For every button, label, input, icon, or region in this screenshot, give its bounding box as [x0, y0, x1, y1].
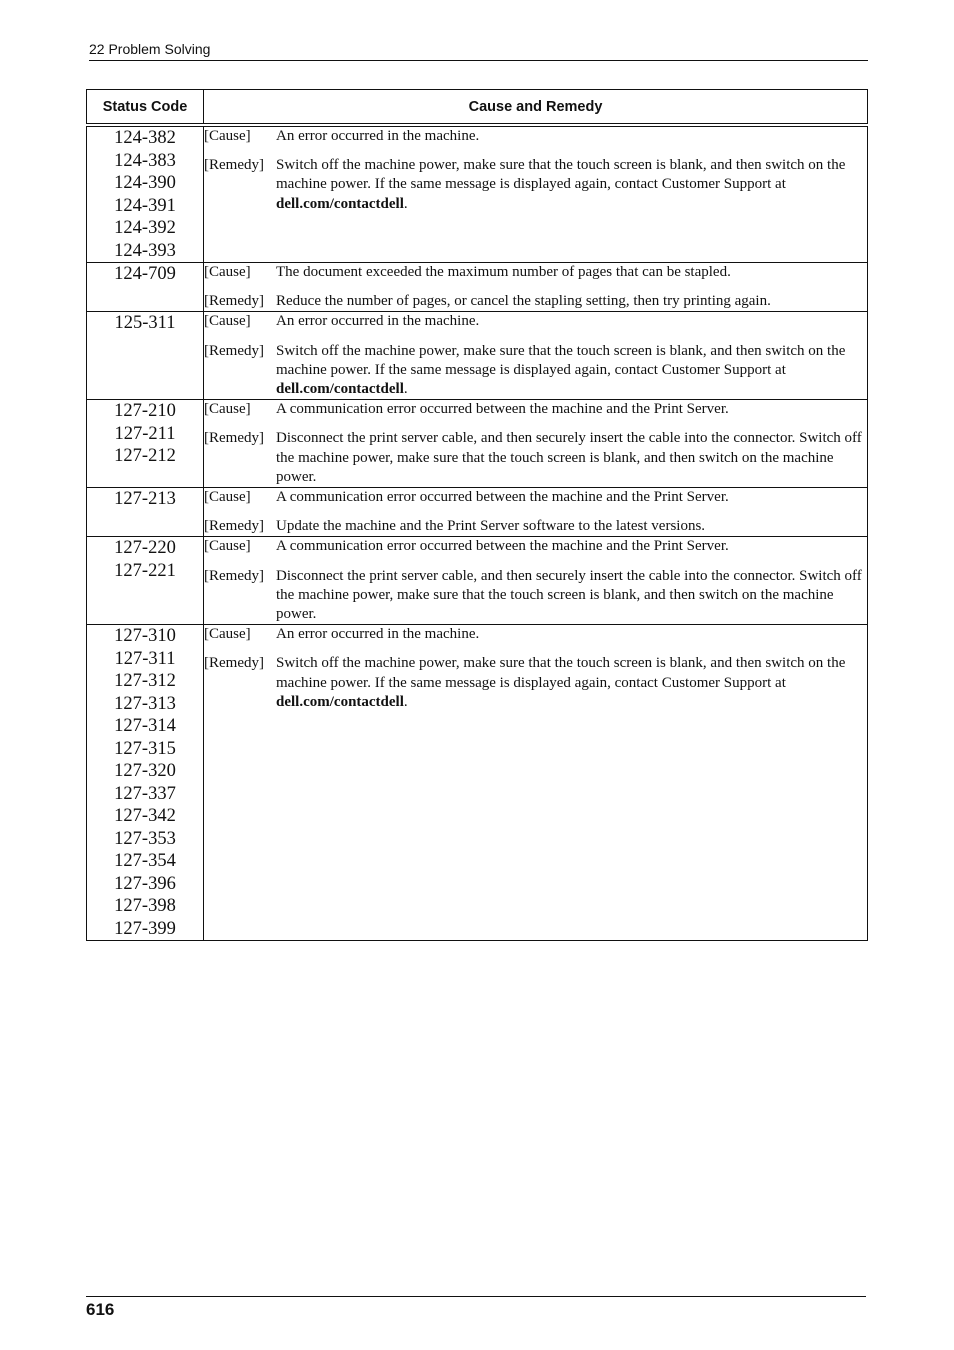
status-code: 124-392: [114, 218, 176, 238]
cause-remedy-cell: [204, 625, 868, 941]
status-code: 127-210: [114, 401, 176, 422]
status-codes-cell: [87, 263, 204, 312]
remedy-entry: [204, 567, 867, 625]
remedy-label: [Remedy]: [204, 342, 264, 359]
remedy-entry: [204, 156, 867, 214]
status-code: 127-212: [114, 446, 176, 467]
cause-text: A communication error occurred between the machine and the Print Server.: [276, 538, 729, 555]
status-code: 127-342: [114, 806, 176, 827]
status-code: 124-382: [114, 128, 176, 148]
cause-entry: [204, 400, 867, 419]
support-link[interactable]: dell.com/contactdell: [276, 693, 404, 710]
table-row: [87, 263, 868, 312]
status-code: 127-314: [114, 716, 176, 737]
remedy-label: [Remedy]: [204, 293, 264, 310]
sentence-end: .: [403, 693, 408, 710]
cause-text: The document exceeded the maximum number of pages that can be stapled.: [276, 264, 731, 280]
cause-text: A communication error occurred between the machine and the Print Server.: [276, 401, 729, 418]
remedy-text: Switch off the machine power, make sure that the touch screen is blank, and then switch on the machine power. If the same message is displayed again, contact Customer Support at: [276, 157, 846, 193]
cause-text: A communication error occurred between the machine and the Print Server.: [276, 489, 729, 506]
status-code: 127-337: [114, 783, 176, 804]
status-code: 124-390: [114, 173, 176, 193]
status-codes-cell: [87, 537, 204, 625]
status-code: 127-220: [114, 538, 176, 559]
remedy-text: Update the machine and the Print Server software to the latest versions.: [276, 518, 706, 535]
table-header-row: [87, 90, 868, 126]
table-body: [87, 125, 868, 941]
remedy-label: [Remedy]: [204, 518, 264, 535]
status-code: 127-312: [114, 671, 176, 692]
status-code: 127-313: [114, 693, 176, 714]
cause-remedy-column-header: Cause and Remedy: [204, 90, 868, 126]
remedy-label: [Remedy]: [204, 157, 264, 174]
cause-label: [Cause]: [204, 264, 251, 280]
status-code: 127-354: [114, 851, 176, 872]
status-code: 127-221: [114, 560, 176, 581]
cause-text: An error occurred in the machine.: [276, 313, 480, 330]
table-row: [87, 537, 868, 625]
cause-label: [Cause]: [204, 128, 251, 144]
page-number: 616: [86, 1300, 115, 1319]
cause-label: [Cause]: [204, 626, 251, 643]
status-code: 127-396: [114, 873, 176, 894]
sentence-end: .: [403, 195, 408, 212]
status-code: 124-391: [114, 195, 176, 216]
status-codes-cell: [87, 488, 204, 537]
remedy-text: Disconnect the print server cable, and then securely insert the cable into the connector. Switch off the machine power, make sure that the touch screen is blank, and then switch on the machine power.: [276, 430, 862, 485]
status-code: 124-383: [114, 150, 176, 171]
status-code: 127-320: [114, 761, 176, 782]
table-row: [87, 488, 868, 537]
status-code: 127-353: [114, 828, 176, 849]
remedy-text-block: [276, 654, 867, 712]
status-code: 127-211: [114, 423, 176, 444]
page-footer: [86, 1296, 866, 1321]
remedy-label: [Remedy]: [204, 567, 264, 584]
status-code-table: [86, 89, 868, 941]
status-codes-cell: [87, 125, 204, 263]
remedy-text-block: [276, 156, 867, 214]
remedy-entry: [204, 517, 867, 536]
cause-text: An error occurred in the machine.: [276, 128, 480, 144]
table-row: [87, 625, 868, 941]
cause-entry: [204, 537, 867, 556]
cause-entry: [204, 625, 867, 644]
remedy-text: Switch off the machine power, make sure that the touch screen is blank, and then switch on the machine power. If the same message is displayed again, contact Customer Support at: [276, 342, 846, 378]
status-codes-cell: [87, 312, 204, 400]
running-header: 22 Problem Solving: [89, 40, 868, 61]
table-row: [87, 312, 868, 400]
remedy-entry: [204, 292, 867, 311]
remedy-label: [Remedy]: [204, 430, 264, 447]
status-code: 127-213: [114, 489, 176, 510]
status-codes-cell: [87, 625, 204, 941]
status-code-column-header: Status Code: [87, 90, 204, 126]
sentence-end: .: [403, 381, 408, 398]
status-code: 127-311: [114, 648, 176, 669]
remedy-text-block: [276, 429, 867, 487]
remedy-text: Reduce the number of pages, or cancel the stapling setting, then try printing again.: [276, 293, 771, 310]
support-link[interactable]: dell.com/contactdell: [276, 195, 404, 212]
status-code: 127-315: [114, 738, 176, 759]
remedy-text: Switch off the machine power, make sure that the touch screen is blank, and then switch on the machine power. If the same message is displayed again, contact Customer Support at: [276, 655, 846, 691]
cause-label: [Cause]: [204, 313, 251, 330]
cause-remedy-cell: [204, 400, 868, 488]
cause-remedy-cell: [204, 488, 868, 537]
remedy-text-block: [276, 292, 867, 311]
status-code: 127-399: [114, 918, 176, 939]
table-row: [87, 400, 868, 488]
cause-entry: [204, 127, 867, 146]
status-code: 124-393: [114, 240, 176, 261]
status-code: 125-311: [114, 313, 176, 334]
status-code: 127-398: [114, 896, 176, 917]
cause-label: [Cause]: [204, 401, 251, 418]
cause-remedy-cell: [204, 263, 868, 312]
status-code: 127-310: [114, 626, 176, 647]
remedy-label: [Remedy]: [204, 655, 264, 672]
remedy-entry: [204, 654, 867, 712]
remedy-entry: [204, 342, 867, 400]
cause-entry: [204, 263, 867, 282]
cause-label: [Cause]: [204, 538, 251, 555]
cause-entry: [204, 312, 867, 331]
cause-remedy-cell: [204, 537, 868, 625]
table-row: [87, 125, 868, 263]
remedy-entry: [204, 429, 867, 487]
support-link[interactable]: dell.com/contactdell: [276, 381, 404, 398]
cause-remedy-cell: [204, 125, 868, 263]
remedy-text-block: [276, 567, 867, 625]
status-codes-cell: [87, 400, 204, 488]
remedy-text: Disconnect the print server cable, and then securely insert the cable into the connector. Switch off the machine power, make sure that the touch screen is blank, and then switch on the machine power.: [276, 567, 862, 623]
remedy-text-block: [276, 342, 867, 400]
cause-remedy-cell: [204, 312, 868, 400]
remedy-text-block: [276, 517, 867, 536]
cause-label: [Cause]: [204, 489, 251, 506]
cause-entry: [204, 488, 867, 507]
cause-text: An error occurred in the machine.: [276, 626, 480, 643]
status-code: 124-709: [114, 264, 176, 284]
